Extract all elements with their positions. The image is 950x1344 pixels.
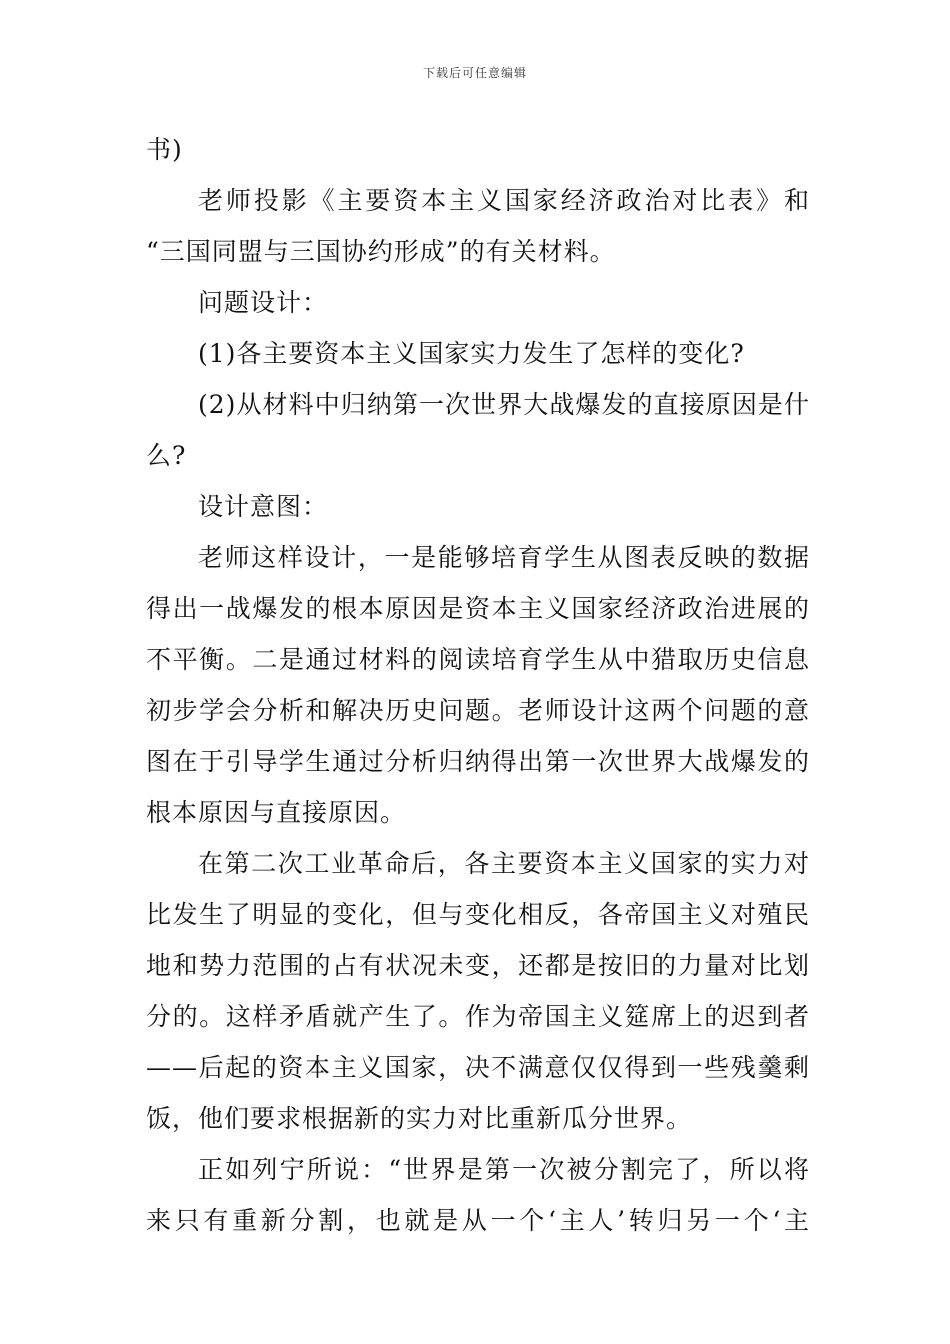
text-line: ——后起的资本主义国家，决不满意仅仅得到一些残羹剩: [146, 1053, 810, 1082]
text-line: 在第二次工业革命后，各主要资本主义国家的实力对: [198, 849, 810, 878]
text-line: 得出一战爆发的根本原因是资本主义国家经济政治进展的: [146, 594, 810, 623]
text-line: 来只有重新分割，也就是从一个‘主人’转归另一个‘主: [146, 1206, 810, 1235]
text-line: 饭，他们要求根据新的实力对比重新瓜分世界。: [146, 1104, 693, 1133]
text-line: 老师投影《主要资本主义国家经济政治对比表》和: [198, 186, 810, 215]
text-line: “三国同盟与三国协约形成”的有关材料。: [146, 237, 616, 266]
text-line: 问题设计：: [198, 288, 329, 317]
text-line: 不平衡。二是通过材料的阅读培育学生从中猎取历史信息: [146, 645, 810, 674]
text-line: 分的。这样矛盾就产生了。作为帝国主义筵席上的迟到者: [146, 1002, 810, 1031]
text-line: 比发生了明显的变化，但与变化相反，各帝国主义对殖民: [146, 900, 810, 929]
page-header: 下载后可任意编辑: [422, 66, 527, 80]
text-line: 根本原因与直接原因。: [146, 798, 407, 827]
text-line: 图在于引导学生通过分析归纳得出第一次世界大战爆发的: [146, 747, 810, 776]
text-line: (2)从材料中归纳第一次世界大战爆发的直接原因是什: [198, 390, 810, 419]
text-line: 设计意图：: [198, 492, 329, 521]
text-line: 正如列宁所说：“世界是第一次被分割完了，所以将: [198, 1155, 810, 1184]
text-line: (1)各主要资本主义国家实力发生了怎样的变化?: [198, 339, 745, 368]
text-line: 书): [146, 135, 183, 164]
text-line: 么?: [146, 441, 187, 470]
text-line: 老师这样设计，一是能够培育学生从图表反映的数据: [198, 543, 810, 572]
text-line: 初步学会分析和解决历史问题。老师设计这两个问题的意: [146, 696, 810, 725]
document-body: [146, 124, 810, 1246]
text-line: 地和势力范围的占有状况未变，还都是按旧的力量对比划: [146, 951, 810, 980]
